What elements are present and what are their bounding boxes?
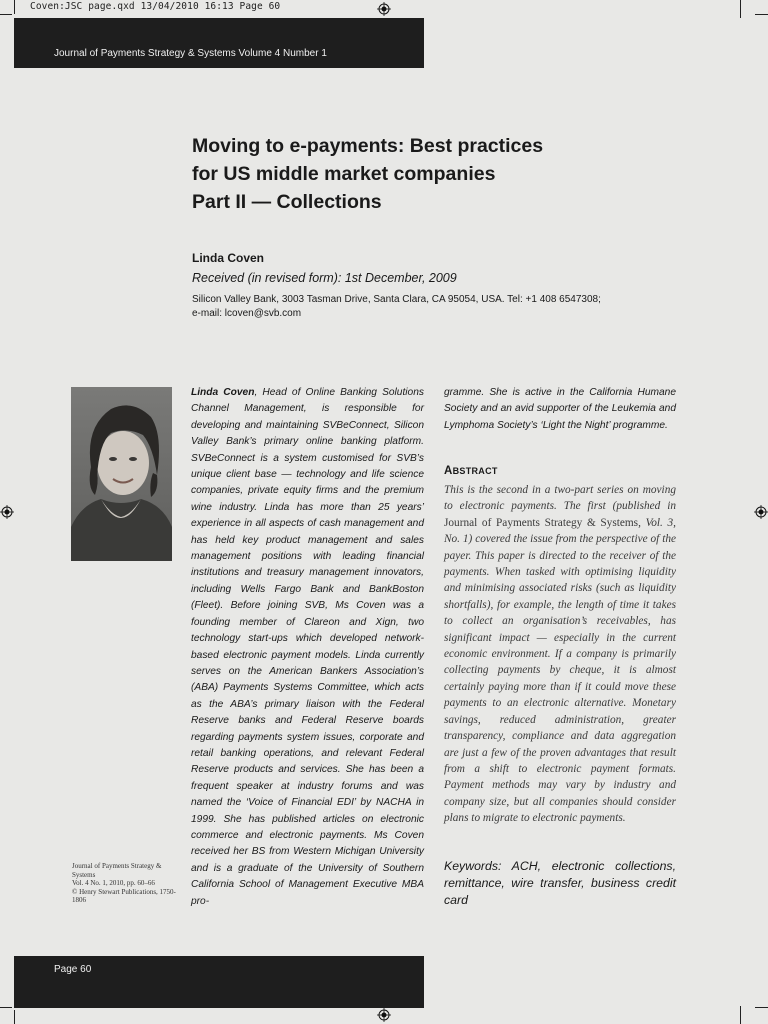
registration-mark-icon <box>754 505 768 519</box>
abstract-text <box>444 482 676 827</box>
abstract-heading <box>444 465 498 477</box>
crop-mark <box>0 1007 12 1008</box>
keywords: Keywords: ACH, electronic collections, remittance, wire transfer, business credit card <box>444 859 676 907</box>
journal-line: Journal of Payments Strategy & Systems Volume 4 Number 1 <box>54 48 327 59</box>
crop-mark <box>740 1006 741 1024</box>
author-bio <box>191 385 424 910</box>
abstract-part2: , Vol. 3, No. 1) covered the issue from the perspective of the payer. This paper is directed to the receiver of the payments. When tasked with optimising liquidity and minimising associated risks (such as liquidity shortfalls), for example, the length of time it takes to collect an organisation’s receivables, has significant impact — especially in the current economic environment. If a company is primarily collecting payments by cheque, it is almost certainly paying more than if it could move these payments to an electronic alternative. Monetary savings, reduced administration, greater transparency, compliance and data aggregation are just a few of the proven advantages that result from a shift to electronic payment formats. Payment methods may vary by industry and company size, but all companies should consider plans to migrate to electronic payments. <box>444 516 676 825</box>
registration-mark-icon <box>377 1008 391 1022</box>
article-title <box>192 132 712 216</box>
crop-mark <box>740 0 741 18</box>
footer-bar <box>14 956 424 1008</box>
journal-reference: Journal of Payments Strategy & Systems <box>444 516 639 529</box>
email-line: e-mail: lcoven@svb.com <box>192 308 302 319</box>
citation <box>72 862 177 905</box>
crop-mark <box>755 14 768 15</box>
bio-text: , Head of Online Banking Solutions Channel Management, is responsible for developing and maintaining SVBeConnect, Silicon Valley Bank’s primary online banking platform. SVBeConnect is a system customised for SVB’s unique client base — technology and life science companies, private equity firms and the premium wine industry. Linda has more than 25 years’ experience in all aspects of cash management and has held key product management and sales management positions with leading financial institutions and treasury management innovators, including Wells Fargo Bank and BankBoston (Fleet). Before joining SVB, Ms Coven was a founding member of Clareon and Xign, two technology start-ups which developed network-based electronic payment models. Linda currently serves on the American Bankers Association’s (ABA) Payments Systems Committee, which acts as the ABA’s primary liaison with the Federal Reserve banks and Federal Reserve boards regarding payments system issues, corporate and retail banking operations, and relevant Federal Reserve products and services. She has been a frequent speaker at industry forums and was named the ‘Voice of Financial EDI’ by NACHA in 1999. She has published articles on electronic commerce and electronic payments. Ms Coven received her BS from Western Michigan University and is a graduate of the University of Southern California School of Management Executive MBA pro- <box>191 387 424 907</box>
citation-journal: Journal of Payments Strategy & Systems <box>72 862 162 879</box>
affiliation-line: Silicon Valley Bank, 3003 Tasman Drive, Santa Clara, CA 95054, USA. Tel: +1 408 6547308; <box>192 294 601 305</box>
bio-name: Linda Coven <box>191 387 255 398</box>
registration-mark-icon <box>377 2 391 16</box>
registration-mark-icon <box>0 505 14 519</box>
title-line: Part II — Collections <box>192 191 382 213</box>
author-name: Linda Coven <box>192 251 265 265</box>
crop-mark <box>14 1010 15 1024</box>
affiliation <box>192 293 601 321</box>
crop-mark <box>755 1007 768 1008</box>
header-bar <box>14 18 424 68</box>
abstract-heading-cap: A <box>444 465 453 477</box>
citation-copyright: © Henry Stewart Publications, 1750-1806 <box>72 887 176 905</box>
author-bio-continued: gramme. She is active in the California Humane Society and an avid supporter of the Leukemia and Lymphoma Society’s ‘Light the Night’ programme. <box>444 387 676 431</box>
crop-mark <box>14 0 15 14</box>
abstract-heading-rest: BSTRACT <box>452 466 498 476</box>
crop-mark <box>0 14 12 15</box>
file-slug: Coven:JSC page.qxd 13/04/2010 16:13 Page 60 <box>30 1 281 12</box>
title-line: for US middle market companies <box>192 163 496 185</box>
page-number: Page 60 <box>54 964 92 975</box>
author-photo <box>71 387 172 561</box>
abstract-part1: This is the second in a two-part series on moving to electronic payments. The first (published in <box>444 484 676 513</box>
received-date: Received (in revised form): 1st December, 2009 <box>192 271 457 285</box>
citation-volume: Vol. 4 No. 1, 2010, pp. 60–66 <box>72 879 155 888</box>
title-line: Moving to e-payments: Best practices <box>192 135 544 157</box>
